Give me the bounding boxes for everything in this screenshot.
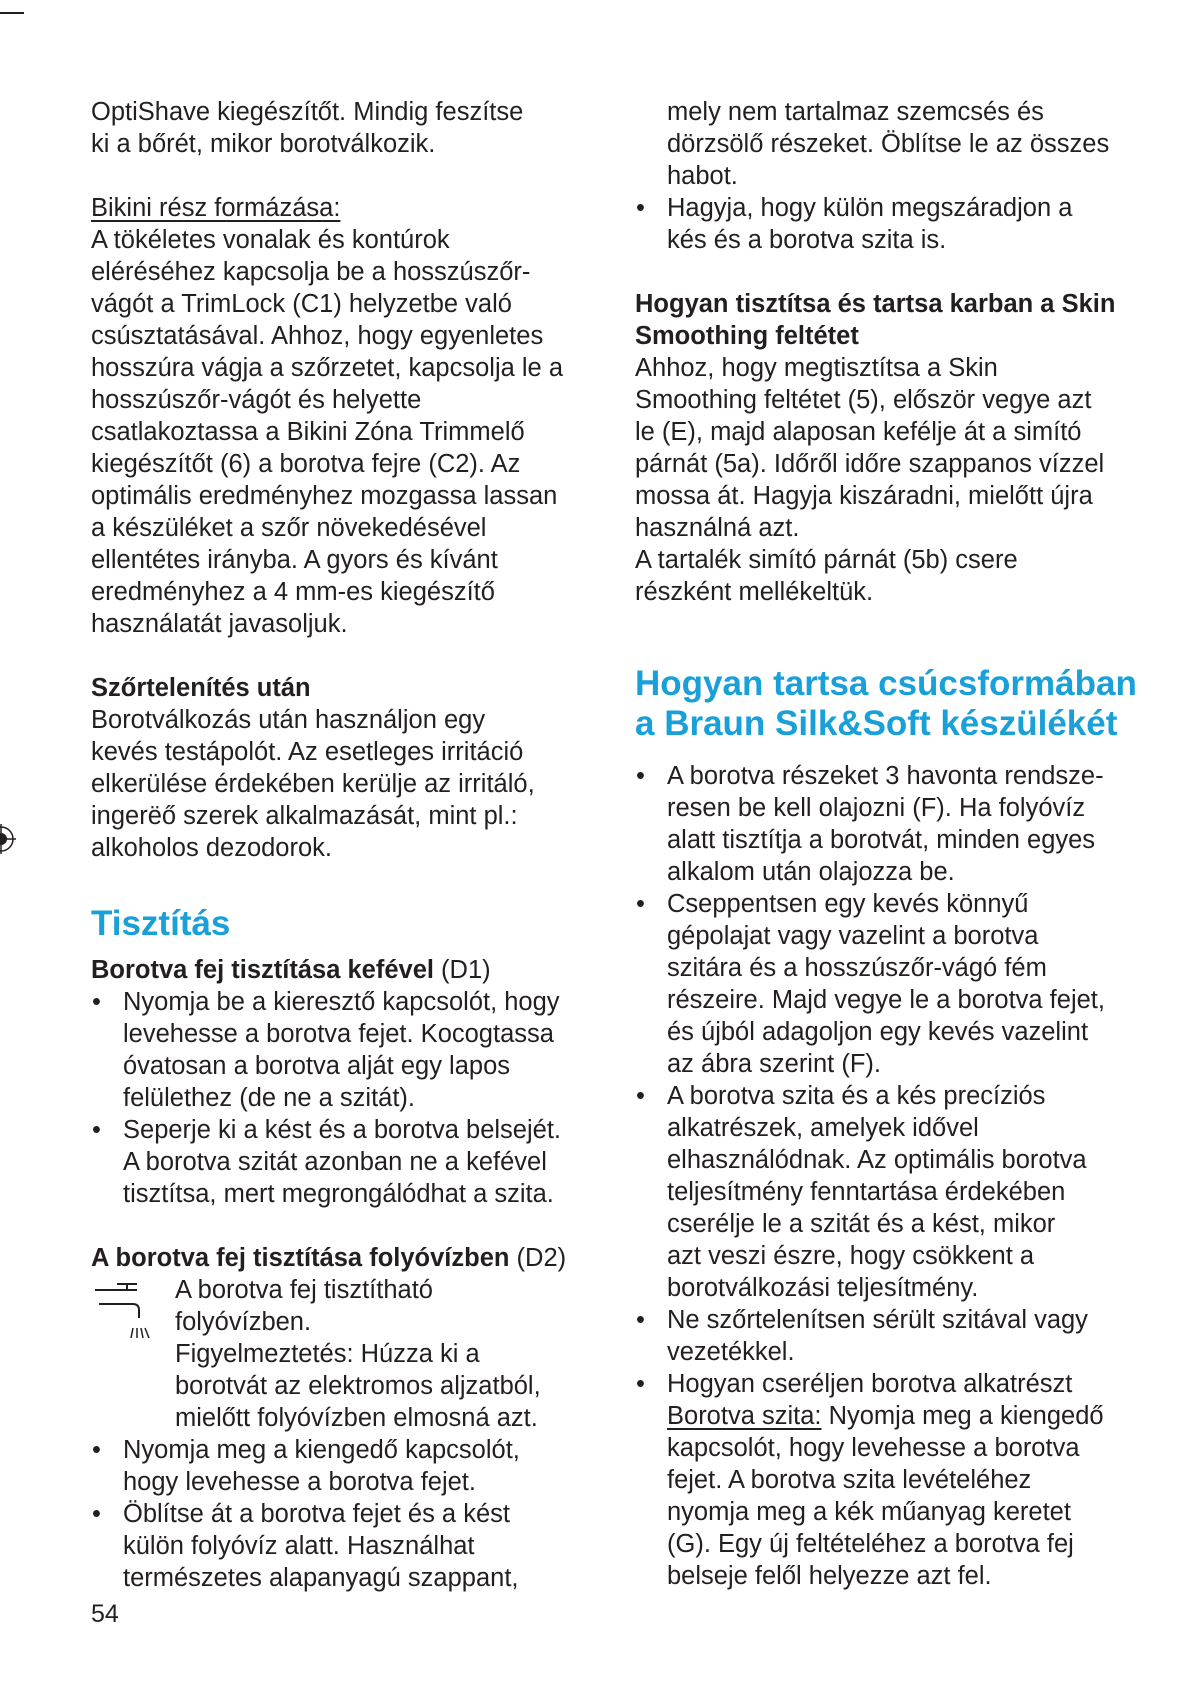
bullet-icon: • (636, 194, 645, 222)
text-line: Nyomja be a kieresztő kapcsolót, hogy (123, 988, 560, 1016)
list-item (635, 192, 1155, 256)
bullet-icon: • (636, 1370, 645, 1398)
bullet-icon: • (636, 890, 645, 918)
text-line: szitára és a hosszúszőr-vágó fém (667, 954, 1047, 982)
text-line: alkoholos dezodorok. (91, 834, 332, 862)
text-line: mielőtt folyóvízben elmosná azt. (175, 1404, 538, 1432)
brush-heading: Borotva fej tisztítása kefével (91, 956, 434, 984)
care-bullet-list (635, 760, 1155, 1592)
text-line: felülethez (de ne a szitát). (123, 1084, 415, 1112)
text-line: habot. (667, 162, 738, 190)
text-line: Hagyja, hogy külön megszáradjon a (667, 194, 1073, 222)
text-line: Cseppentsen egy kevés könnyű (667, 890, 1029, 918)
text-line: borotválkozási teljesítmény. (667, 1274, 979, 1302)
text-line: teljesítmény fenntartása érdekében (667, 1178, 1066, 1206)
text-line: részeire. Majd vegye le a borotva fejet, (667, 986, 1105, 1014)
cleaning-title: Tisztítás (91, 904, 231, 943)
text-line: kevés testápolót. Az esetleges irritáció (91, 738, 524, 766)
bullet-icon: • (92, 988, 101, 1016)
title-line: Hogyan tartsa csúcsformában (635, 664, 1137, 703)
text-line: Nyomja meg a kiengedő kapcsolót, (123, 1436, 520, 1464)
brush-ref: (D1) (433, 956, 491, 984)
crop-mark (0, 12, 24, 14)
text-line: hogy levehesse a borotva fejet. (123, 1468, 476, 1496)
text-line: mossa át. Hagyja kiszáradni, mielőtt újra (635, 482, 1093, 510)
continued-text (635, 96, 1155, 192)
water-heading-line (91, 1242, 611, 1274)
text-line: csúsztatásával. Ahhoz, hogy egyenletes (91, 322, 544, 350)
left-column (91, 96, 611, 1594)
bullet-icon: • (636, 1082, 645, 1110)
list-item (635, 1368, 1155, 1592)
water-heading: A borotva fej tisztítása folyóvízben (91, 1244, 510, 1272)
text-line: vágót a TrimLock (C1) helyzetbe való (91, 290, 512, 318)
page-number: 54 (91, 1600, 119, 1628)
text-line: A tökéletes vonalak és kontúrok (91, 226, 450, 254)
text-line: le (E), majd alaposan kefélje át a simító (635, 418, 1082, 446)
text-line: alkalom után olajozza be. (667, 858, 955, 886)
text-line: Ne szőrtelenítsen sérült szitával vagy (667, 1306, 1088, 1334)
text-line: külön folyóvíz alatt. Használhat (123, 1532, 475, 1560)
text-line: csatlakoztassa a Bikini Zóna Trimmelő (91, 418, 525, 446)
text-line: elkerülése érdekében kerülje az irritáló, (91, 770, 535, 798)
text-line: természetes alapanyagú szappant, (123, 1564, 519, 1592)
text-line: A borotva szitát azonban ne a kefével (123, 1148, 547, 1176)
text-line: dörzsölő részeket. Öblítse le az összes (667, 130, 1110, 158)
text-line: Borotválkozás után használjon egy (91, 706, 486, 734)
text-line: Smoothing feltétet (5), először vegye azt (635, 386, 1092, 414)
brush-bullet-list (91, 986, 611, 1210)
heading-line: Smoothing feltétet (635, 322, 859, 350)
care-title (635, 664, 1155, 744)
list-item (91, 1498, 611, 1594)
right-column (635, 96, 1155, 1592)
bullet-icon: • (92, 1116, 101, 1144)
list-item (91, 1434, 611, 1498)
text-line: Ahhoz, hogy megtisztítsa a Skin (635, 354, 998, 382)
replace-label: Borotva szita: (667, 1402, 822, 1430)
text-line: eléréséhez kapcsolja be a hosszúszőr- (91, 258, 531, 286)
text-line: fejet. A borotva szita levételéhez (667, 1466, 1032, 1494)
text-line: óvatosan a borotva alját egy lapos (123, 1052, 511, 1080)
intro-line: ki a bőrét, mikor borotválkozik. (91, 130, 436, 158)
text-line: kés és a borotva szita is. (667, 226, 947, 254)
text-line: Hogyan cseréljen borotva alkatrészt (667, 1370, 1073, 1398)
list-item (91, 1114, 611, 1210)
text-line: hosszúra vágja a szőrzetet, kapcsolja le a (91, 354, 563, 382)
after-text (91, 704, 611, 864)
text-line: használná azt. (635, 514, 800, 542)
dry-bullet-list (635, 192, 1155, 256)
bullet-icon: • (92, 1500, 101, 1528)
text-line: A tartalék simító párnát (5b) csere (635, 546, 1018, 574)
text-line: mely nem tartalmaz szemcsés és (667, 98, 1044, 126)
text-line: folyóvízben. (175, 1308, 312, 1336)
water-tap-icon (91, 1278, 163, 1342)
text-line: eredményhez a 4 mm-es kiegészítő (91, 578, 495, 606)
text-line: Figyelmeztetés: Húzza ki a (175, 1340, 480, 1368)
water-note (91, 1274, 611, 1434)
text-line: részként mellékeltük. (635, 578, 874, 606)
bikini-text (91, 224, 611, 640)
text-line: az ábra szerint (F). (667, 1050, 881, 1078)
list-item (635, 1304, 1155, 1368)
water-bullet-list (91, 1434, 611, 1594)
text-line: elhasználódnak. Az optimális borotva (667, 1146, 1087, 1174)
list-item (635, 888, 1155, 1080)
text-line: tisztítsa, mert megrongálódhat a szita. (123, 1180, 554, 1208)
water-ref: (D2) (509, 1244, 567, 1272)
text-line: Seperje ki a kést és a borotva belsejét. (123, 1116, 561, 1144)
text-line: alkatrészek, amelyek idővel (667, 1114, 979, 1142)
text-line: belseje felől helyezze azt fel. (667, 1562, 992, 1590)
text-line: párnát (5a). Időről időre szappanos vízzel (635, 450, 1105, 478)
bullet-icon: • (636, 1306, 645, 1334)
list-item (635, 760, 1155, 888)
intro-line: OptiShave kiegészítőt. Mindig feszítse (91, 98, 524, 126)
skin-text (635, 352, 1155, 608)
text-line: resen be kell olajozni (F). Ha folyóvíz (667, 794, 1086, 822)
heading-line: Hogyan tisztítsa és tartsa karban a Skin (635, 290, 1116, 318)
text-fragment: Nyomja meg a kiengedő (821, 1402, 1104, 1430)
text-line: optimális eredményhez mozgassa lassan (91, 482, 558, 510)
text-line: cserélje le a szitát és a kést, mikor (667, 1210, 1056, 1238)
text-line: kapcsolót, hogy levehesse a borotva (667, 1434, 1080, 1462)
text-line: ingerëő szerek alkalmazását, mint pl.: (91, 802, 518, 830)
text-line: alatt tisztítja a borotvát, minden egyes (667, 826, 1096, 854)
list-item (635, 1080, 1155, 1304)
text-line: A borotva fej tisztítható (175, 1276, 433, 1304)
bikini-heading: Bikini rész formázása: (91, 194, 341, 222)
title-line: a Braun Silk&Soft készülékét (635, 704, 1118, 743)
bullet-icon: • (636, 762, 645, 790)
text-line: hosszúszőr-vágót és helyette (91, 386, 422, 414)
text-line: kiegészítőt (6) a borotva fejre (C2). Az (91, 450, 521, 478)
text-line: ellentétes irányba. A gyors és kívánt (91, 546, 498, 574)
text-line: és újból adagoljon egy kevés vazelint (667, 1018, 1089, 1046)
replace-first-line (667, 1400, 1155, 1432)
text-line: borotvát az elektromos aljzatból, (175, 1372, 541, 1400)
text-line: nyomja meg a kék műanyag keretet (667, 1498, 1071, 1526)
text-line: A borotva szita és a kés precíziós (667, 1082, 1046, 1110)
skin-heading (635, 288, 1155, 352)
registration-mark-icon (0, 824, 16, 854)
text-line: azt veszi észre, hogy csökkent a (667, 1242, 1035, 1270)
text-line: (G). Egy új feltételéhez a borotva fej (667, 1530, 1074, 1558)
after-heading: Szőrtelenítés után (91, 674, 311, 702)
brush-heading-line (91, 954, 611, 986)
text-line: gépolajat vagy vazelint a borotva (667, 922, 1039, 950)
bullet-icon: • (92, 1436, 101, 1464)
list-item (91, 986, 611, 1114)
text-line: Öblítse át a borotva fejet és a kést (123, 1500, 510, 1528)
text-line: a készüléket a szőr növekedésével (91, 514, 487, 542)
text-line: A borotva részeket 3 havonta rendsze- (667, 762, 1104, 790)
text-line: levehesse a borotva fejet. Kocogtassa (123, 1020, 554, 1048)
text-line: vezetékkel. (667, 1338, 795, 1366)
text-line: használatát javasoljuk. (91, 610, 348, 638)
